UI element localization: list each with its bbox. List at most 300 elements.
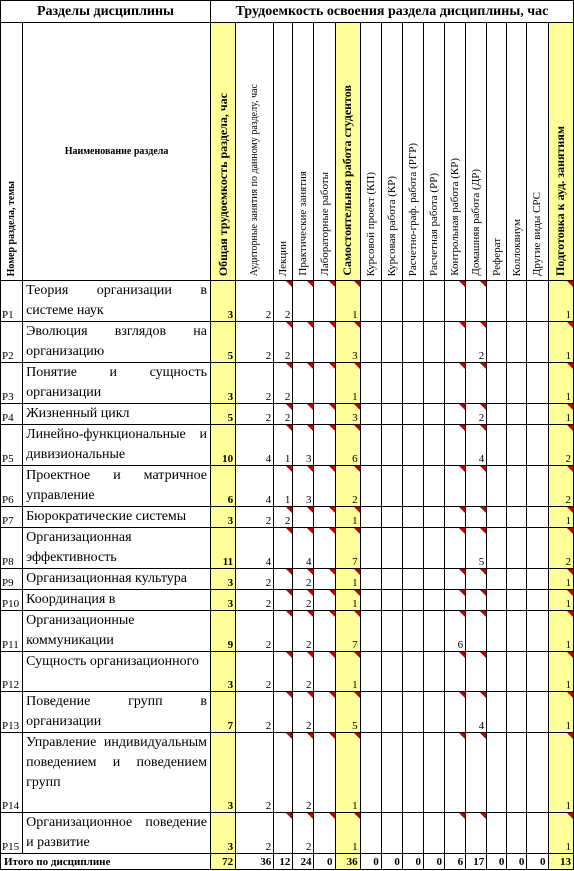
row-number: P10 — [1, 590, 23, 611]
cell-kp — [360, 281, 381, 322]
cell-srs: 2 — [335, 466, 360, 507]
cell-dr — [466, 813, 487, 854]
cell-kr — [381, 569, 402, 590]
cell-kp — [360, 425, 381, 466]
cell-kp — [360, 652, 381, 692]
col-name-header: Наименование раздела — [23, 23, 211, 281]
cell-rgr — [402, 528, 423, 569]
cell-dr — [466, 611, 487, 652]
cell-kontr — [445, 507, 466, 528]
cell-srs: 7 — [335, 611, 360, 652]
cell-total: 11 — [211, 528, 236, 569]
cell-lab — [314, 692, 335, 733]
row-number: P9 — [1, 569, 23, 590]
cell-ref — [487, 569, 507, 590]
cell-lab — [314, 507, 335, 528]
row-section-name: Сущность организационного — [23, 652, 211, 692]
cell-ref — [487, 652, 507, 692]
row-number: P11 — [1, 611, 23, 652]
cell-dr — [466, 466, 487, 507]
cell-rr — [423, 363, 444, 404]
cell-kr — [381, 404, 402, 425]
cell-ref — [487, 528, 507, 569]
cell-rgr — [402, 425, 423, 466]
col-rr-header: Расчетная работа (РР) — [427, 173, 440, 276]
cell-rgr — [402, 281, 423, 322]
cell-lect: 2 — [274, 507, 293, 528]
cell-prep: 2 — [548, 425, 574, 466]
cell-koll — [507, 528, 527, 569]
table-row — [1, 569, 574, 590]
cell-rr — [423, 528, 444, 569]
cell-total: 3 — [211, 652, 236, 692]
cell-rr — [423, 569, 444, 590]
cell-dr: 4 — [466, 692, 487, 733]
cell-prep: 1 — [548, 507, 574, 528]
cell-lect — [274, 611, 293, 652]
col-rgr-header: Расчетно-граф. работа (РГР) — [406, 142, 419, 276]
cell-kp — [360, 507, 381, 528]
cell-prep: 1 — [548, 281, 574, 322]
cell-srs: 7 — [335, 528, 360, 569]
cell-aud: 4 — [236, 466, 274, 507]
cell-lab — [314, 281, 335, 322]
cell-aud: 2 — [236, 611, 274, 652]
table-row — [1, 528, 574, 569]
sections-title: Разделы дисциплины — [1, 1, 211, 23]
cell-srs: 6 — [335, 425, 360, 466]
cell-kp — [360, 528, 381, 569]
cell-kontr — [445, 569, 466, 590]
cell-rgr — [402, 590, 423, 611]
cell-srs: 3 — [335, 404, 360, 425]
cell-other — [527, 322, 548, 363]
cell-prep: 1 — [548, 322, 574, 363]
cell-lect — [274, 652, 293, 692]
cell-rr — [423, 813, 444, 854]
cell-kp — [360, 590, 381, 611]
cell-aud: 2 — [236, 692, 274, 733]
row-number: P1 — [1, 281, 23, 322]
cell-lab — [314, 528, 335, 569]
cell-rr — [423, 692, 444, 733]
cell-aud: 4 — [236, 425, 274, 466]
cell-pract: 2 — [293, 611, 314, 652]
cell-other — [527, 528, 548, 569]
cell-lect: 2 — [274, 281, 293, 322]
cell-rgr — [402, 507, 423, 528]
cell-total: 10 — [211, 425, 236, 466]
cell-kp — [360, 692, 381, 733]
cell-dr — [466, 281, 487, 322]
cell-pract: 2 — [293, 590, 314, 611]
cell-rgr — [402, 611, 423, 652]
cell-rr — [423, 733, 444, 813]
cell-lect: 1 — [274, 466, 293, 507]
cell-dr — [466, 569, 487, 590]
cell-srs: 1 — [335, 813, 360, 854]
cell-aud: 2 — [236, 569, 274, 590]
row-number: P4 — [1, 404, 23, 425]
cell-dr — [466, 363, 487, 404]
cell-lect: 1 — [274, 425, 293, 466]
cell-lab — [314, 404, 335, 425]
row-section-name: Эволюция взглядов на организацию — [23, 322, 211, 363]
cell-pract — [293, 281, 314, 322]
totals-row — [1, 854, 574, 870]
row-number: P13 — [1, 692, 23, 733]
cell-lab — [314, 611, 335, 652]
row-section-name: Организационная эффективность — [23, 528, 211, 569]
totals-rgr: 0 — [402, 854, 423, 870]
table-body — [1, 281, 574, 854]
cell-rr — [423, 322, 444, 363]
totals-pract: 24 — [293, 854, 314, 870]
col-pract-header: Практические занятия — [297, 171, 310, 276]
totals-dr: 17 — [466, 854, 487, 870]
cell-ref — [487, 507, 507, 528]
cell-other — [527, 733, 548, 813]
table-row — [1, 507, 574, 528]
cell-rr — [423, 590, 444, 611]
row-section-name: Организационные коммуникации — [23, 611, 211, 652]
cell-rgr — [402, 652, 423, 692]
row-number: P8 — [1, 528, 23, 569]
cell-ref — [487, 322, 507, 363]
cell-koll — [507, 813, 527, 854]
cell-prep: 1 — [548, 652, 574, 692]
cell-aud: 2 — [236, 813, 274, 854]
cell-koll — [507, 322, 527, 363]
cell-ref — [487, 611, 507, 652]
table-row — [1, 813, 574, 854]
cell-other — [527, 363, 548, 404]
cell-rr — [423, 425, 444, 466]
row-number: P3 — [1, 363, 23, 404]
cell-pract: 3 — [293, 466, 314, 507]
cell-koll — [507, 590, 527, 611]
cell-aud: 2 — [236, 322, 274, 363]
cell-lab — [314, 652, 335, 692]
cell-prep: 1 — [548, 813, 574, 854]
col-other-header: Другие виды СРС — [531, 191, 544, 276]
col-koll-header: Коллоквиум — [510, 218, 523, 276]
cell-other — [527, 611, 548, 652]
cell-koll — [507, 569, 527, 590]
row-section-name: Жизненный цикл — [23, 404, 211, 425]
table-row — [1, 322, 574, 363]
cell-rr — [423, 652, 444, 692]
cell-kr — [381, 425, 402, 466]
cell-kontr — [445, 590, 466, 611]
row-number: P14 — [1, 733, 23, 813]
totals-lect: 12 — [274, 854, 293, 870]
col-number-header: Номер раздела, темы — [6, 180, 18, 276]
cell-kr — [381, 466, 402, 507]
cell-kr — [381, 611, 402, 652]
cell-rgr — [402, 813, 423, 854]
cell-other — [527, 425, 548, 466]
cell-rgr — [402, 569, 423, 590]
row-section-name: Линейно-функциональные и дивизиональные — [23, 425, 211, 466]
cell-total: 3 — [211, 507, 236, 528]
col-lab-header: Лабораторные работы — [318, 172, 331, 276]
cell-pract: 3 — [293, 425, 314, 466]
totals-koll: 0 — [507, 854, 527, 870]
table-row — [1, 611, 574, 652]
totals-kp: 0 — [360, 854, 381, 870]
cell-kp — [360, 733, 381, 813]
cell-rgr — [402, 692, 423, 733]
cell-total: 6 — [211, 466, 236, 507]
cell-other — [527, 569, 548, 590]
cell-other — [527, 507, 548, 528]
cell-ref — [487, 692, 507, 733]
cell-kontr — [445, 466, 466, 507]
cell-total: 3 — [211, 590, 236, 611]
cell-rgr — [402, 733, 423, 813]
cell-koll — [507, 611, 527, 652]
cell-lab — [314, 590, 335, 611]
cell-rgr — [402, 363, 423, 404]
cell-dr — [466, 590, 487, 611]
cell-kr — [381, 733, 402, 813]
col-ref-header: Реферат — [490, 238, 503, 276]
col-srs-header: Самостоятельная работа студентов — [340, 85, 355, 276]
cell-dr: 4 — [466, 425, 487, 466]
cell-other — [527, 652, 548, 692]
cell-lect: 2 — [274, 404, 293, 425]
cell-kp — [360, 569, 381, 590]
table-row — [1, 404, 574, 425]
cell-prep: 1 — [548, 733, 574, 813]
cell-koll — [507, 652, 527, 692]
cell-kr — [381, 652, 402, 692]
table-row — [1, 733, 574, 813]
cell-pract: 2 — [293, 813, 314, 854]
cell-prep: 1 — [548, 363, 574, 404]
cell-prep: 2 — [548, 466, 574, 507]
cell-prep: 1 — [548, 590, 574, 611]
cell-kr — [381, 813, 402, 854]
col-prep-header: Подготовка к ауд. занятиям — [553, 125, 568, 276]
cell-kp — [360, 813, 381, 854]
cell-koll — [507, 466, 527, 507]
cell-prep: 1 — [548, 611, 574, 652]
cell-ref — [487, 363, 507, 404]
cell-total: 5 — [211, 322, 236, 363]
row-number: P6 — [1, 466, 23, 507]
cell-kr — [381, 590, 402, 611]
row-section-name: Поведение групп в организации — [23, 692, 211, 733]
cell-srs: 1 — [335, 652, 360, 692]
row-section-name: Теория организации в системе наук — [23, 281, 211, 322]
cell-total: 3 — [211, 363, 236, 404]
cell-total: 9 — [211, 611, 236, 652]
totals-srs: 36 — [335, 854, 360, 870]
cell-kp — [360, 363, 381, 404]
cell-total: 7 — [211, 692, 236, 733]
totals-lab: 0 — [314, 854, 335, 870]
cell-kontr — [445, 425, 466, 466]
totals-aud: 36 — [236, 854, 274, 870]
cell-koll — [507, 692, 527, 733]
cell-lab — [314, 813, 335, 854]
cell-kontr — [445, 813, 466, 854]
row-number: P5 — [1, 425, 23, 466]
cell-koll — [507, 363, 527, 404]
col-kp-header: Курсовой проект (КП) — [364, 171, 377, 276]
cell-lab — [314, 733, 335, 813]
row-section-name: Организационная культура — [23, 569, 211, 590]
cell-pract: 2 — [293, 733, 314, 813]
cell-total: 3 — [211, 813, 236, 854]
cell-srs: 1 — [335, 733, 360, 813]
cell-rgr — [402, 404, 423, 425]
cell-dr — [466, 652, 487, 692]
row-section-name: Координация в — [23, 590, 211, 611]
cell-srs: 1 — [335, 363, 360, 404]
row-number: P7 — [1, 507, 23, 528]
cell-kontr — [445, 652, 466, 692]
cell-aud: 2 — [236, 363, 274, 404]
row-section-name: Проектное и матричное управление — [23, 466, 211, 507]
col-aud-header: Аудиторные занятия по данному разделу, час — [249, 83, 261, 276]
cell-rgr — [402, 322, 423, 363]
row-section-name: Управление индивидуальным поведением и поведением групп — [23, 733, 211, 813]
totals-ref: 0 — [487, 854, 507, 870]
col-lect-header: Лекции — [277, 240, 290, 276]
cell-aud: 2 — [236, 590, 274, 611]
table-row — [1, 363, 574, 404]
cell-other — [527, 813, 548, 854]
table-row — [1, 281, 574, 322]
cell-kr — [381, 281, 402, 322]
cell-kontr — [445, 363, 466, 404]
cell-ref — [487, 733, 507, 813]
cell-prep: 2 — [548, 528, 574, 569]
cell-rr — [423, 611, 444, 652]
row-number: P12 — [1, 652, 23, 692]
cell-lab — [314, 569, 335, 590]
labor-title: Трудоемкость освоения раздела дисциплины, час — [211, 1, 574, 23]
cell-pract: 4 — [293, 528, 314, 569]
cell-aud: 2 — [236, 281, 274, 322]
cell-kr — [381, 363, 402, 404]
cell-kp — [360, 322, 381, 363]
cell-kr — [381, 322, 402, 363]
cell-lect — [274, 733, 293, 813]
cell-total: 3 — [211, 569, 236, 590]
cell-lect — [274, 569, 293, 590]
cell-koll — [507, 425, 527, 466]
cell-koll — [507, 507, 527, 528]
cell-total: 3 — [211, 281, 236, 322]
totals-other: 0 — [527, 854, 548, 870]
cell-pract: 2 — [293, 692, 314, 733]
cell-kontr — [445, 322, 466, 363]
cell-lect: 2 — [274, 363, 293, 404]
cell-srs: 1 — [335, 569, 360, 590]
cell-prep: 1 — [548, 569, 574, 590]
cell-prep: 1 — [548, 692, 574, 733]
cell-koll — [507, 281, 527, 322]
col-dr-header: Домашняя работа (ДР) — [470, 169, 483, 276]
cell-aud: 2 — [236, 507, 274, 528]
totals-prep: 13 — [548, 854, 574, 870]
cell-kp — [360, 466, 381, 507]
cell-lab — [314, 425, 335, 466]
cell-other — [527, 281, 548, 322]
cell-lect: 2 — [274, 322, 293, 363]
cell-kp — [360, 404, 381, 425]
cell-ref — [487, 281, 507, 322]
cell-aud: 2 — [236, 733, 274, 813]
cell-ref — [487, 425, 507, 466]
cell-aud: 2 — [236, 404, 274, 425]
cell-lab — [314, 466, 335, 507]
table-row — [1, 590, 574, 611]
cell-aud: 2 — [236, 652, 274, 692]
totals-rr: 0 — [423, 854, 444, 870]
cell-rr — [423, 507, 444, 528]
cell-pract — [293, 507, 314, 528]
cell-lect — [274, 528, 293, 569]
cell-koll — [507, 733, 527, 813]
cell-lab — [314, 322, 335, 363]
cell-kontr — [445, 281, 466, 322]
cell-other — [527, 692, 548, 733]
cell-lect — [274, 590, 293, 611]
cell-pract — [293, 404, 314, 425]
cell-total: 5 — [211, 404, 236, 425]
cell-ref — [487, 404, 507, 425]
cell-ref — [487, 813, 507, 854]
totals-label: Итого по дисциплине — [1, 854, 211, 870]
cell-srs: 3 — [335, 322, 360, 363]
cell-ref — [487, 590, 507, 611]
cell-rgr — [402, 466, 423, 507]
cell-pract — [293, 322, 314, 363]
col-kr-header: Курсовая работа (КР) — [385, 175, 398, 276]
row-number: P15 — [1, 813, 23, 854]
cell-rr — [423, 466, 444, 507]
cell-lect — [274, 813, 293, 854]
cell-pract — [293, 363, 314, 404]
table-row — [1, 466, 574, 507]
cell-kr — [381, 507, 402, 528]
totals-total: 72 — [211, 854, 236, 870]
cell-prep: 1 — [548, 404, 574, 425]
cell-pract: 2 — [293, 652, 314, 692]
cell-koll — [507, 404, 527, 425]
cell-kontr — [445, 528, 466, 569]
cell-dr — [466, 733, 487, 813]
table-row — [1, 425, 574, 466]
cell-kontr — [445, 692, 466, 733]
row-section-name: Бюрократические системы — [23, 507, 211, 528]
col-kontr-header: Контрольная работа (КР) — [449, 158, 462, 276]
cell-dr — [466, 507, 487, 528]
cell-kr — [381, 692, 402, 733]
cell-kr — [381, 528, 402, 569]
row-section-name: Понятие и сущность организации — [23, 363, 211, 404]
cell-srs: 1 — [335, 507, 360, 528]
cell-dr: 2 — [466, 322, 487, 363]
cell-srs: 1 — [335, 590, 360, 611]
cell-kontr — [445, 733, 466, 813]
totals-kontr: 6 — [445, 854, 466, 870]
